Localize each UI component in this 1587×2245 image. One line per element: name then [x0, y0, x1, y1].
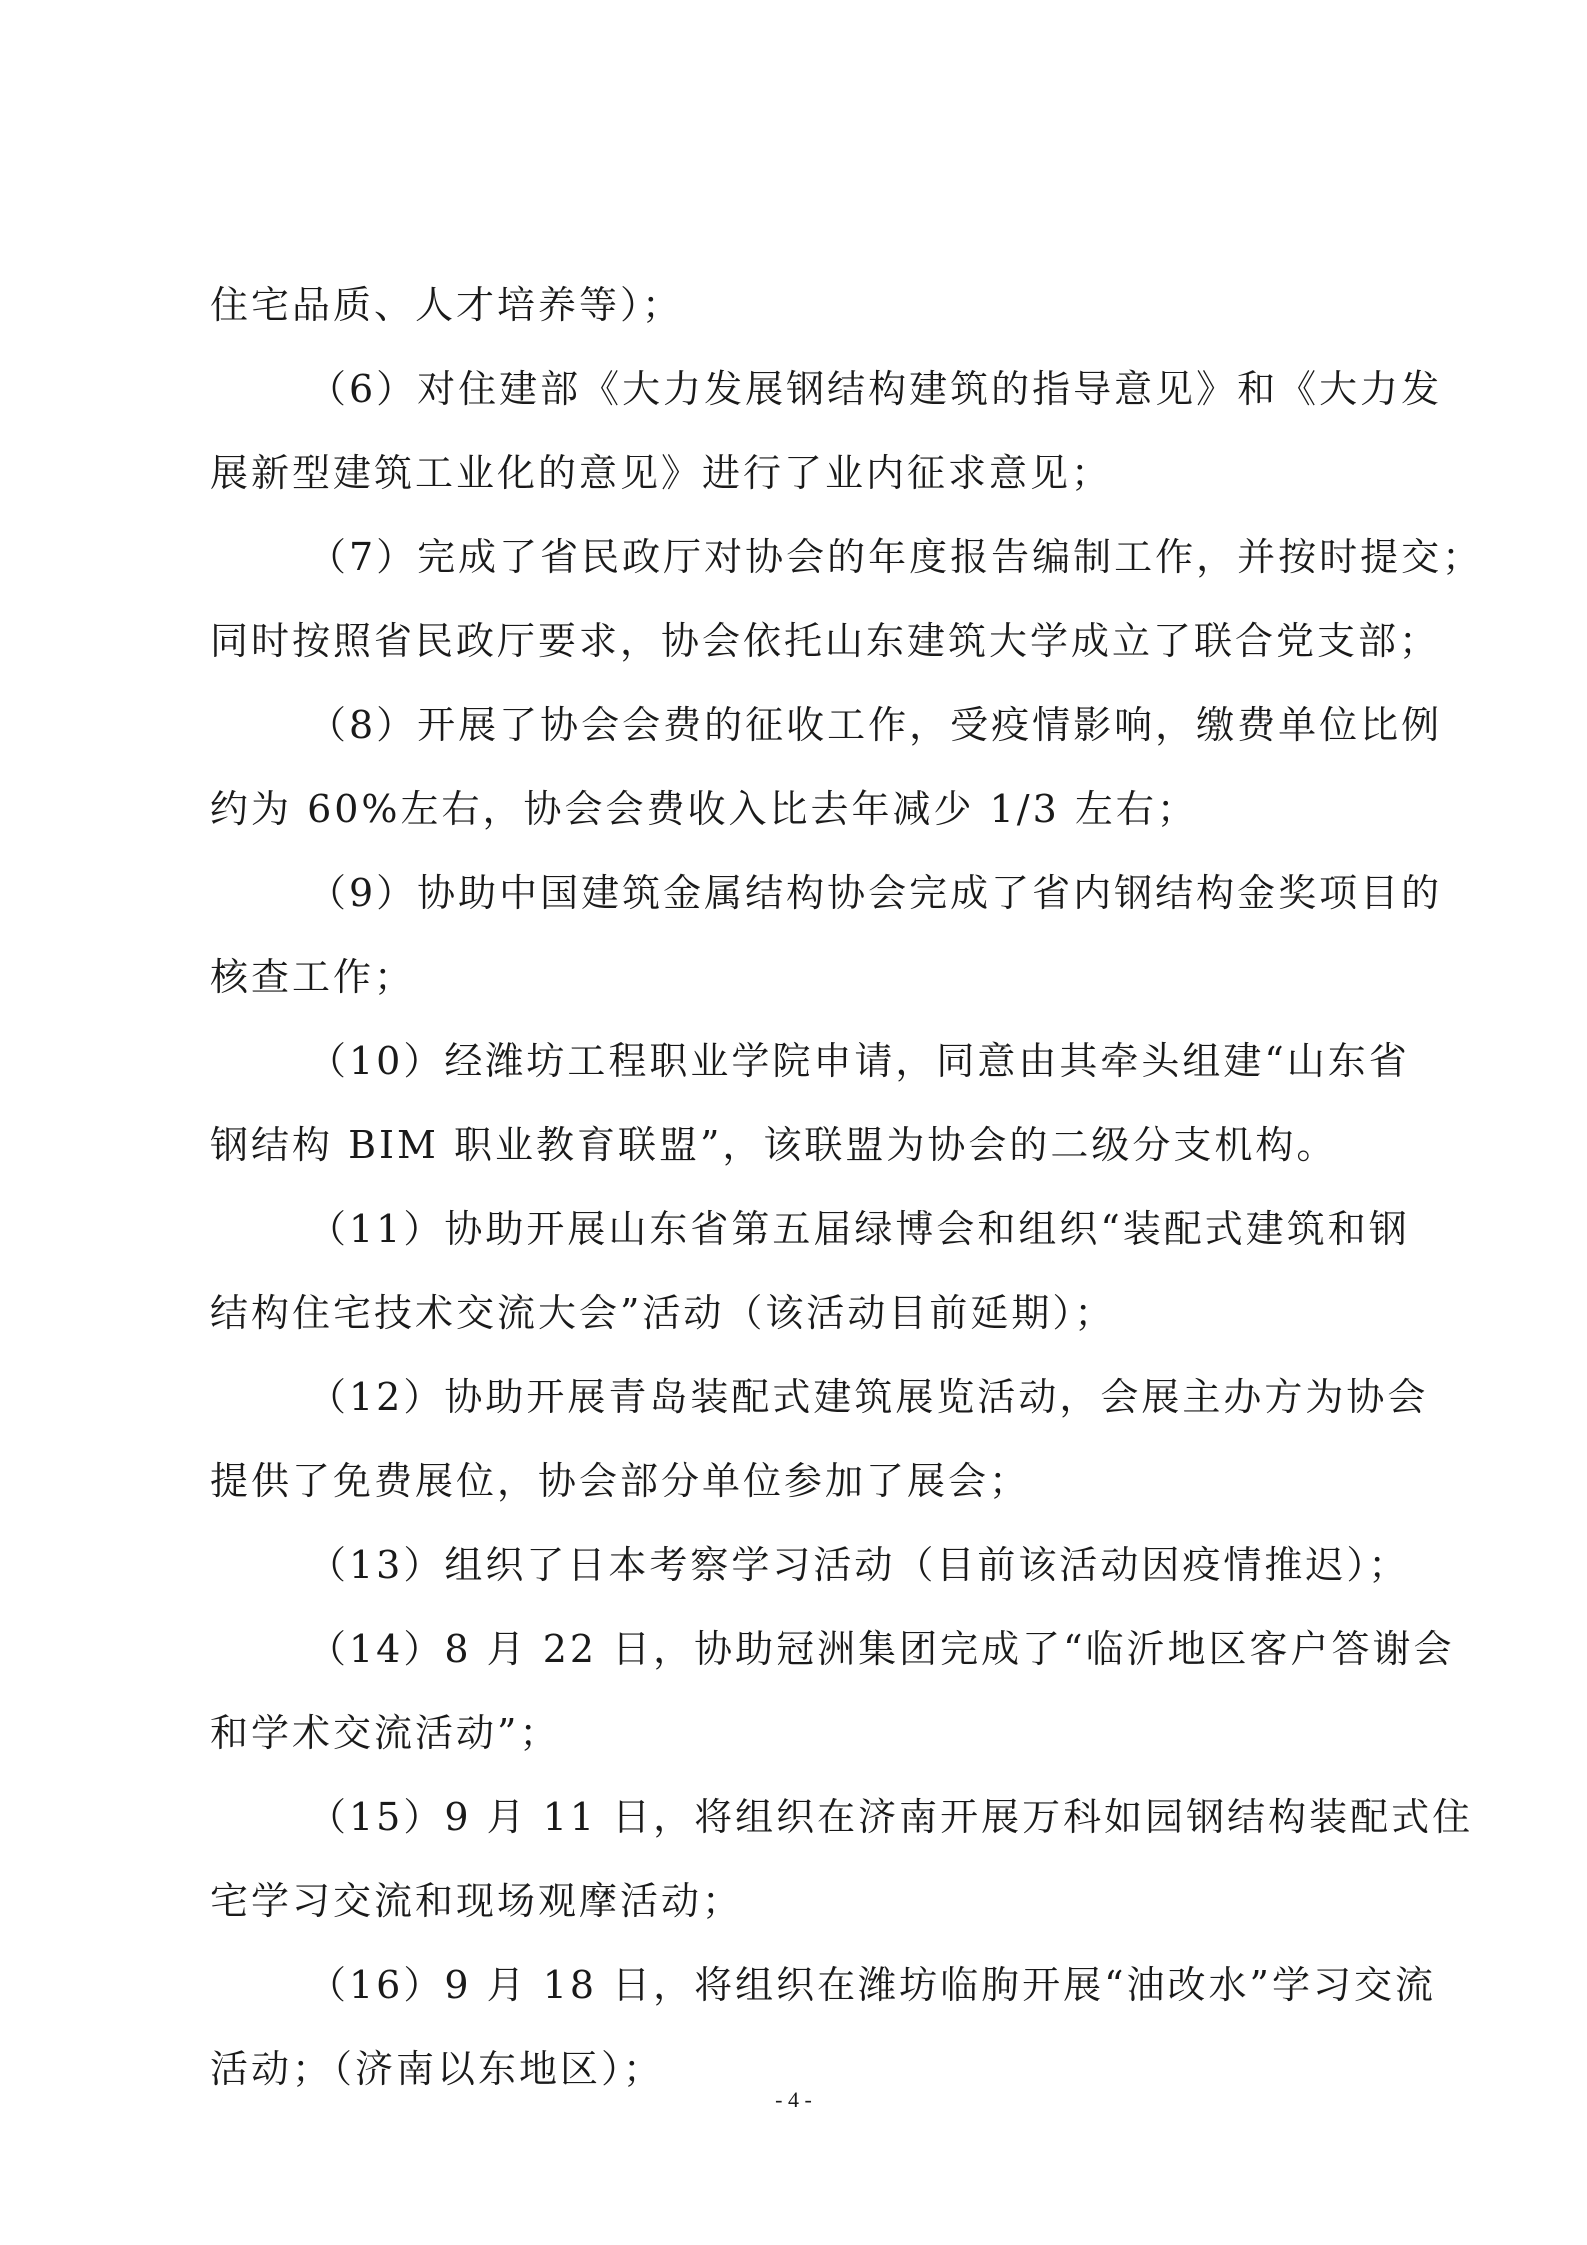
text-line: 约为 60%左右，协会会费收入比去年减少 1/3 左右； [210, 787, 1198, 831]
text-line: （9）协助中国建筑金属结构协会完成了省内钢结构金奖项目的 [308, 871, 1443, 915]
text-line: 提供了免费展位，协会部分单位参加了展会； [210, 1459, 1031, 1503]
text-line: 结构住宅技术交流大会”活动（该活动目前延期）； [210, 1291, 1116, 1335]
text-line: 展新型建筑工业化的意见》进行了业内征求意见； [210, 451, 1113, 495]
text-line: （13）组织了日本考察学习活动（目前该活动因疫情推迟）； [308, 1543, 1410, 1587]
text-line: 住宅品质、人才培养等）； [210, 283, 684, 327]
text-line: 宅学习交流和现场观摩活动； [210, 1879, 744, 1923]
text-line: （10）经潍坊工程职业学院申请，同意由其牵头组建“山东省 [308, 1039, 1410, 1083]
text-line: 和学术交流活动”； [210, 1711, 561, 1755]
text-line: （6）对住建部《大力发展钢结构建筑的指导意见》和《大力发 [308, 367, 1443, 411]
text-line: 活动；（济南以东地区）； [210, 2047, 665, 2091]
text-line: （12）协助开展青岛装配式建筑展览活动，会展主办方为协会 [308, 1375, 1429, 1419]
text-line: 核查工作； [210, 955, 416, 999]
text-line: （16）9 月 18 日，将组织在潍坊临朐开展“油改水”学习交流 [308, 1963, 1436, 2007]
text-line: 钢结构 BIM 职业教育联盟”，该联盟为协会的二级分支机构。 [210, 1123, 1338, 1167]
text-line: （8）开展了协会会费的征收工作，受疫情影响，缴费单位比例 [308, 703, 1443, 747]
page-number: - 4 - [775, 2087, 812, 2112]
text-line: （11）协助开展山东省第五届绿博会和组织“装配式建筑和钢 [308, 1207, 1410, 1251]
text-line: 同时按照省民政厅要求，协会依托山东建筑大学成立了联合党支部； [210, 619, 1441, 663]
text-line: （7）完成了省民政厅对协会的年度报告编制工作，并按时提交； [308, 535, 1484, 579]
text-line: （14）8 月 22 日，协助冠洲集团完成了“临沂地区客户答谢会 [308, 1627, 1455, 1671]
text-line: （15）9 月 11 日，将组织在济南开展万科如园钢结构装配式住 [308, 1795, 1474, 1839]
